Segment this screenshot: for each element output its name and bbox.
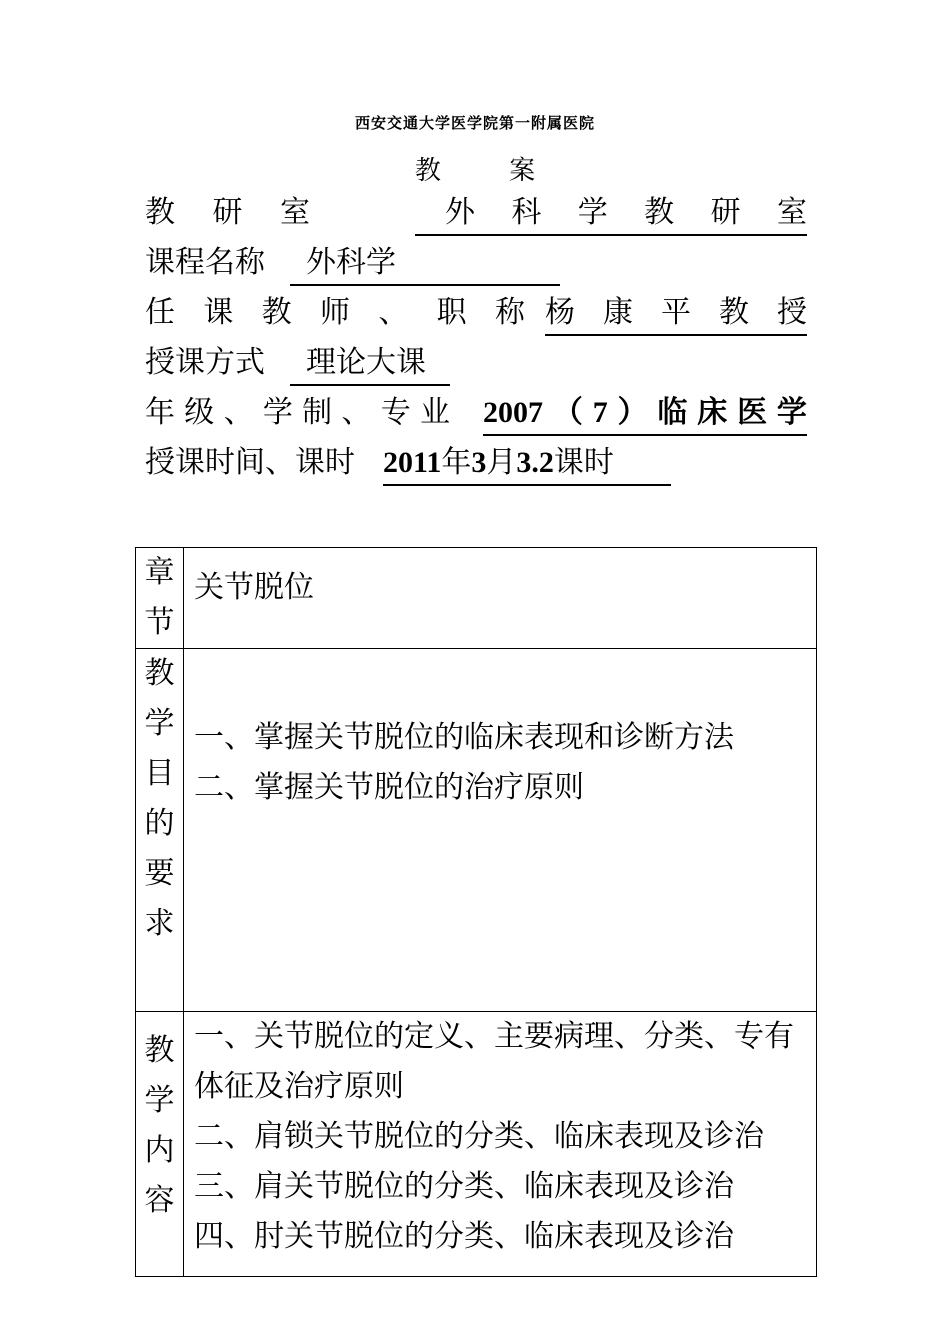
objectives-row <box>136 649 817 1012</box>
label-char: 级 <box>184 395 215 430</box>
value-char: 平 <box>661 295 691 330</box>
time-row <box>145 440 807 486</box>
value-char: 7 <box>592 396 608 429</box>
grade-label <box>145 390 450 436</box>
method-label: 授课方式 <box>145 345 265 380</box>
content-item: 三、肩关节脱位的分类、临床表现及诊治 <box>194 1169 734 1204</box>
value-char: 杨 <box>545 295 575 330</box>
objective-item: 二、掌握关节脱位的治疗原则 <box>194 770 584 805</box>
hours-unit: 课时 <box>553 446 614 479</box>
value-char: 医 <box>737 395 768 430</box>
label-char: 称 <box>494 295 525 330</box>
label-char: 、 <box>378 295 409 330</box>
grade-row <box>145 390 807 436</box>
method-row <box>145 340 807 386</box>
course-row <box>145 240 807 286</box>
label-char: 师 <box>319 295 350 330</box>
label-char: 课 <box>203 295 234 330</box>
value-char: 授 <box>777 295 807 330</box>
document-title: 教 案 <box>414 156 566 186</box>
label-char: 、 <box>341 395 372 430</box>
time-label: 授课时间、课时 <box>145 445 355 480</box>
label-char: 教 <box>144 1033 175 1068</box>
value-char: 外 <box>445 195 475 230</box>
value-char: 教 <box>644 195 675 230</box>
label-char: 室 <box>280 195 310 230</box>
value-char: 临 <box>657 395 688 430</box>
label-char: 教 <box>145 195 175 230</box>
department-label <box>145 190 310 236</box>
value-char: 研 <box>710 195 741 230</box>
content-item: 四、肘关节脱位的分类、临床表现及诊治 <box>194 1219 734 1254</box>
value-char: 床 <box>697 395 728 430</box>
label-char: 的 <box>144 806 175 841</box>
value-char: 学 <box>577 195 608 230</box>
label-char: 教 <box>144 656 175 691</box>
teacher-row <box>145 290 807 336</box>
label-char: 业 <box>419 395 450 430</box>
content-item: 一、关节脱位的定义、主要病理、分类、专有体征及治疗原则 <box>194 1019 794 1104</box>
label-char: 内 <box>144 1133 175 1168</box>
objectives-list <box>184 649 817 1012</box>
hospital-name: 西安交通大学医学院第一附属医院 <box>354 114 595 132</box>
month-unit: 月 <box>486 446 517 479</box>
value-char: 2007 <box>483 396 543 429</box>
label-char: 学 <box>144 1083 175 1118</box>
label-char: 年 <box>145 395 175 430</box>
label-char: 专 <box>380 395 411 430</box>
label-char: 学 <box>144 706 175 741</box>
course-value: 外科学 <box>290 240 560 286</box>
chapter-row <box>136 548 817 649</box>
label-char: 求 <box>144 906 175 941</box>
content-item: 二、肩锁关节脱位的分类、临床表现及诊治 <box>194 1119 764 1154</box>
value-char: 科 <box>511 195 542 230</box>
year: 2011 <box>383 446 442 479</box>
label-char: 节 <box>144 605 175 640</box>
label-char: 制 <box>302 395 333 430</box>
time-value <box>383 440 671 486</box>
chapter-value: 关节脱位 <box>184 548 817 649</box>
objectives-label <box>136 649 184 1012</box>
content-list <box>184 1012 817 1277</box>
chapter-label <box>136 548 184 649</box>
grade-value <box>483 390 807 436</box>
lesson-plan-table <box>135 547 817 1277</box>
value-char: （ <box>552 395 583 430</box>
department-row <box>145 190 807 236</box>
label-char: 学 <box>262 395 293 430</box>
month: 3 <box>471 446 487 479</box>
value-char: 教 <box>719 295 749 330</box>
teacher-label <box>145 290 525 336</box>
year-unit: 年 <box>441 446 472 479</box>
label-char: 职 <box>436 295 467 330</box>
label-char: 章 <box>144 555 175 590</box>
content-row <box>136 1012 817 1277</box>
value-char: ） <box>617 395 648 430</box>
label-char: 教 <box>261 295 292 330</box>
label-char: 要 <box>144 856 175 891</box>
method-value: 理论大课 <box>290 340 450 386</box>
course-label: 课程名称 <box>145 245 265 280</box>
value-char: 室 <box>776 195 807 230</box>
label-char: 目 <box>144 756 175 791</box>
label-char: 、 <box>223 395 254 430</box>
content-label <box>136 1012 184 1277</box>
teacher-value <box>545 290 807 336</box>
objective-item: 一、掌握关节脱位的临床表现和诊断方法 <box>194 720 734 755</box>
label-char: 任 <box>145 295 175 330</box>
value-char: 康 <box>603 295 633 330</box>
label-char: 容 <box>144 1183 175 1218</box>
value-char: 学 <box>776 395 807 430</box>
hours: 3.2 <box>516 446 554 479</box>
label-char: 研 <box>212 195 243 230</box>
department-value <box>415 190 807 236</box>
